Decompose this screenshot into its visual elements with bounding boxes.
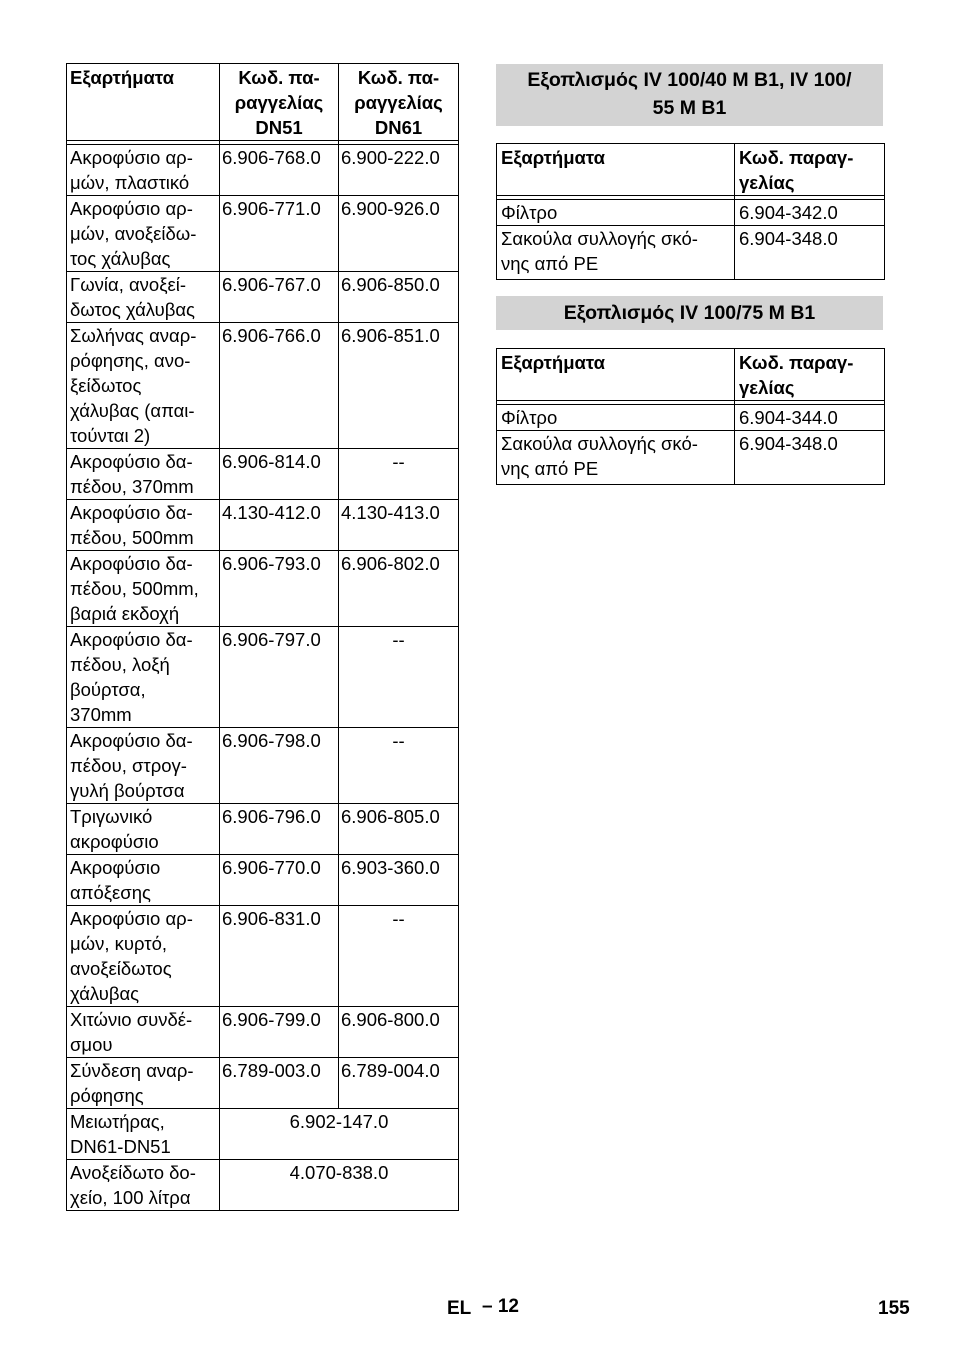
order-code-dn51: 6.906-814.0 — [220, 449, 339, 500]
table-row — [67, 1058, 459, 1109]
part-name: Χιτώνιο συνδέ- σμου — [67, 1007, 220, 1058]
accessories-table-body — [67, 145, 459, 1211]
part-name: Ακροφύσιο δα- πέδου, 500mm — [67, 500, 220, 551]
order-code-dn51: 6.906-799.0 — [220, 1007, 339, 1058]
footer-page-number: 155 — [878, 1298, 910, 1319]
part-name: Ανοξείδωτο δο- χείο, 100 λίτρα — [67, 1160, 220, 1211]
order-code-dn51: 6.906-793.0 — [220, 551, 339, 627]
order-code-dn61: -- — [339, 906, 459, 1007]
order-code-dn61: 6.789-004.0 — [339, 1058, 459, 1109]
order-code-dn61: 6.900-222.0 — [339, 145, 459, 196]
order-code-dn61: -- — [339, 449, 459, 500]
order-code-dn61: 6.906-851.0 — [339, 323, 459, 449]
part-name: Ακροφύσιο αρ- μών, πλαστικό — [67, 145, 220, 196]
table-row — [67, 145, 459, 196]
table-row — [67, 1109, 459, 1160]
table-row — [497, 431, 885, 485]
order-code-dn61: 6.900-926.0 — [339, 196, 459, 272]
table-row — [67, 196, 459, 272]
order-code-dn51: 6.906-770.0 — [220, 855, 339, 906]
part-name: Ακροφύσιο απόξεσης — [67, 855, 220, 906]
part-name: Ακροφύσιο αρ- μών, ανοξείδω- τος χάλυβας — [67, 196, 220, 272]
part-name: Γωνία, ανοξεί- δωτος χάλυβας — [67, 272, 220, 323]
equipment-table-iv100-75 — [496, 348, 885, 485]
order-code-dn51: 6.906-797.0 — [220, 627, 339, 728]
table-row — [67, 906, 459, 1007]
part-name: Φίλτρο — [497, 200, 735, 226]
table-row — [67, 855, 459, 906]
column-header-dn61: Κωδ. πα- ραγγελίας DN61 — [339, 64, 459, 141]
order-code-dn51: 4.130-412.0 — [220, 500, 339, 551]
order-code: 6.904-344.0 — [735, 405, 885, 431]
table-row — [497, 200, 885, 226]
order-code-dn51: 6.906-796.0 — [220, 804, 339, 855]
table-row — [497, 405, 885, 431]
table-header-row — [67, 64, 459, 141]
order-code: 6.904-348.0 — [735, 431, 885, 485]
order-code-dn61: 6.906-850.0 — [339, 272, 459, 323]
part-name: Ακροφύσιο δα- πέδου, στρογ- γυλή βούρτσα — [67, 728, 220, 804]
accessories-table — [66, 63, 459, 1211]
order-code-dn51: 6.789-003.0 — [220, 1058, 339, 1109]
order-code-dn61: 6.906-805.0 — [339, 804, 459, 855]
part-name: Σύνδεση αναρ- ρόφησης — [67, 1058, 220, 1109]
order-code-dn51: 6.906-768.0 — [220, 145, 339, 196]
part-name: Σωλήνας αναρ- ρόφησης, ανο- ξείδωτος χάλυβας (απαι- τούνται 2) — [67, 323, 220, 449]
part-name: Σακούλα συλλογής σκό- νης από PE — [497, 431, 735, 485]
column-header-parts: Εξαρτήματα — [497, 144, 735, 196]
table-header-row — [497, 349, 885, 401]
column-header-order-code: Κωδ. παραγ- γελίας — [735, 144, 885, 196]
part-name: Ακροφύσιο δα- πέδου, λοξή βούρτσα, 370mm — [67, 627, 220, 728]
order-code-shared: 4.070-838.0 — [220, 1160, 459, 1211]
part-name: Ακροφύσιο δα- πέδου, 370mm — [67, 449, 220, 500]
part-name: Ακροφύσιο αρ- μών, κυρτό, ανοξείδωτος χάλυβας — [67, 906, 220, 1007]
table-header-row — [497, 144, 885, 196]
order-code-dn61: 6.906-802.0 — [339, 551, 459, 627]
equipment-table-iv100-40-55 — [496, 143, 885, 280]
part-name: Τριγωνικό ακροφύσιο — [67, 804, 220, 855]
order-code: 6.904-348.0 — [735, 226, 885, 280]
table-row — [67, 1007, 459, 1058]
table-row — [67, 272, 459, 323]
column-header-parts: Εξαρτήματα — [497, 349, 735, 401]
order-code-dn61: -- — [339, 627, 459, 728]
order-code-dn61: 6.903-360.0 — [339, 855, 459, 906]
footer-language: EL — [447, 1298, 472, 1319]
table-row — [67, 500, 459, 551]
table-row — [67, 323, 459, 449]
table-row — [67, 1160, 459, 1211]
order-code-dn51: 6.906-798.0 — [220, 728, 339, 804]
order-code-dn51: 6.906-766.0 — [220, 323, 339, 449]
order-code-shared: 6.902-147.0 — [220, 1109, 459, 1160]
column-header-order-code: Κωδ. παραγ- γελίας — [735, 349, 885, 401]
part-name: Σακούλα συλλογής σκό- νης από PE — [497, 226, 735, 280]
part-name: Ακροφύσιο δα- πέδου, 500mm, βαριά εκδοχή — [67, 551, 220, 627]
table-row — [67, 449, 459, 500]
order-code-dn51: 6.906-771.0 — [220, 196, 339, 272]
column-header-parts: Εξαρτήματα — [67, 64, 220, 141]
order-code-dn61: 6.906-800.0 — [339, 1007, 459, 1058]
order-code: 6.904-342.0 — [735, 200, 885, 226]
order-code-dn61: 4.130-413.0 — [339, 500, 459, 551]
table-row — [67, 804, 459, 855]
table-row — [67, 551, 459, 627]
table-row — [67, 728, 459, 804]
table-row — [497, 226, 885, 280]
footer-section-page: – 12 — [482, 1296, 519, 1317]
order-code-dn51: 6.906-831.0 — [220, 906, 339, 1007]
column-header-dn51: Κωδ. πα- ραγγελίας DN51 — [220, 64, 339, 141]
part-name: Μειωτήρας, DN61-DN51 — [67, 1109, 220, 1160]
order-code-dn61: -- — [339, 728, 459, 804]
order-code-dn51: 6.906-767.0 — [220, 272, 339, 323]
section-heading-iv100-75: Εξοπλισμός IV 100/75 M B1 — [496, 296, 883, 330]
part-name: Φίλτρο — [497, 405, 735, 431]
table-row — [67, 627, 459, 728]
section-heading-iv100-40-55: Εξοπλισμός IV 100/40 M B1, IV 100/ 55 M B1 — [496, 64, 883, 126]
